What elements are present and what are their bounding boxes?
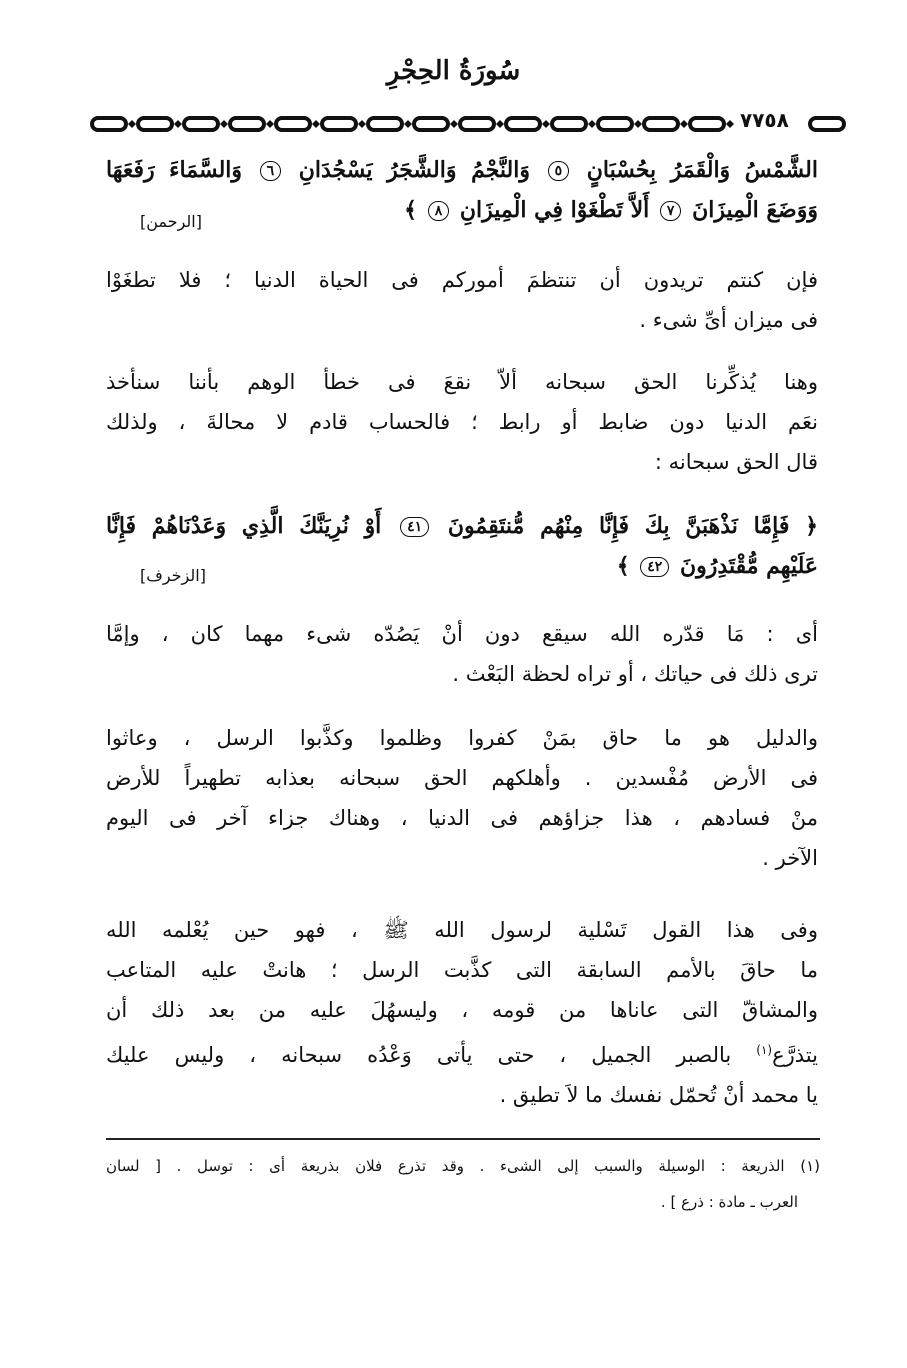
verse-line: [106, 506, 818, 546]
paragraph: [106, 362, 818, 482]
verse-line: [106, 150, 818, 190]
text-line: ما حاقَ بالأمم السابقة التى كذَّبت الرسل ؛ هانتْ عليه المتاعب: [106, 958, 818, 982]
text-line: يا محمد أنْ تُحمّل نفسك ما لاَ تطيق .: [499, 1083, 818, 1107]
aya-number: ٥: [548, 161, 570, 181]
paragraph: [106, 260, 818, 340]
aya-number: ٤٢: [640, 557, 669, 577]
text-line: [106, 1030, 818, 1075]
verse-line: [106, 546, 818, 586]
footnote-divider: [106, 1138, 820, 1140]
aya-number: ٧: [660, 201, 682, 221]
text-line: وفى هذا القول تَسْلية لرسول الله ﷺ ، فهو حين يُعْلمه الله: [106, 918, 818, 942]
text-fragment: بالصبر الجميل ، حتى يأتى وَعْدُه سبحانه ، وليس عليك: [106, 1043, 732, 1067]
quran-verse-block-2: [106, 506, 818, 586]
verse-text: وَوَضَعَ الْمِيزَانَ: [692, 197, 818, 223]
aya-number: ٤١: [400, 517, 429, 537]
text-line: منْ فسادهم ، هذا جزاؤهم فى الدنيا ، وهناك جزاء آخر فى اليوم: [106, 806, 818, 830]
footnote: [106, 1148, 820, 1220]
quran-bracket: ﴿: [805, 513, 819, 539]
paragraph: [106, 718, 818, 878]
text-line: نعَم الدنيا دون ضابط أو رابط ؛ فالحساب قادم لا محالةَ ، ولذلك: [106, 410, 818, 434]
verse-text: الشَّمْسُ وَالْقَمَرُ بِحُسْبَانٍ: [586, 157, 818, 183]
text-line: والدليل هو ما حاق بمَنْ كفروا وظلموا وكذَّبوا الرسل ، وعاثوا: [106, 726, 818, 750]
verse-line: [106, 190, 818, 230]
footnote-line: العرب ـ مادة : ذرع ] .: [660, 1193, 798, 1211]
surah-reference: [الرحمن]: [140, 212, 202, 231]
text-fragment: يتذرَّع: [772, 1043, 818, 1067]
aya-number: ٨: [428, 201, 450, 221]
verse-text: أَلاَّ تَطْغَوْا فِي الْمِيزَانِ: [459, 197, 650, 223]
footnote-line: (١) الذريعة : الوسيلة والسبب إلى الشىء . وقد تذرع فلان بذريعة أى : توسل . [ لسان: [106, 1157, 820, 1175]
text-line: أى : مَا قدّره الله سيقع دون أنْ يَصُدّه شىء مهما كان ، وإمَّا: [106, 622, 818, 646]
verse-text: أَوْ نُرِيَنَّكَ الَّذِي وَعَدْنَاهُمْ فَإِنَّا: [106, 513, 382, 539]
text-line: فى الأرض مُفْسدين . وأهلكهم الحق سبحانه بعذابه تطهيراً للأرض: [106, 766, 818, 790]
text-line: قال الحق سبحانه :: [654, 450, 818, 474]
text-line: فإن كنتم تريدون أن تنتظمَ أموركم فى الحياة الدنيا ؛ فلا تطغَوْا: [106, 268, 818, 292]
decorative-border: [88, 110, 850, 138]
paragraph: [106, 910, 818, 1115]
quran-bracket: ﴾: [616, 553, 630, 579]
page-number: ٧٧٥٨: [740, 108, 789, 132]
text-line: فى ميزان أىِّ شىء .: [639, 308, 818, 332]
verse-text: فَإِمَّا نَذْهَبَنَّ بِكَ فَإِنَّا مِنْهُم مُّنتَقِمُونَ: [447, 513, 790, 539]
verse-text: وَالسَّمَاءَ رَفَعَهَا: [106, 157, 243, 183]
text-line: والمشاقّ التى عاناها من قومه ، وليسهُلَ عليه من بعد ذلك أن: [106, 998, 818, 1022]
footnote-marker[interactable]: (١): [756, 1043, 773, 1057]
verse-text: وَالنَّجْمُ وَالشَّجَرُ يَسْجُدَانِ: [298, 157, 530, 183]
surah-reference: [الزخرف]: [140, 566, 206, 585]
aya-number: ٦: [260, 161, 282, 181]
text-line: الآخر .: [762, 846, 818, 870]
paragraph: [106, 614, 818, 694]
quran-verse-block-1: [106, 150, 818, 230]
surah-title: سُورَةُ الحِجْرِ: [386, 56, 521, 86]
text-line: ترى ذلك فى حياتك ، أو تراه لحظة البَعْث .: [452, 662, 818, 686]
text-line: وهنا يُذكِّرنا الحق سبحانه ألاّ نقعَ فى خطأ الوهم بأننا سنأخذ: [106, 370, 818, 394]
quran-bracket: ﴾: [404, 197, 418, 223]
verse-text: عَلَيْهِم مُّقْتَدِرُونَ: [680, 553, 818, 579]
